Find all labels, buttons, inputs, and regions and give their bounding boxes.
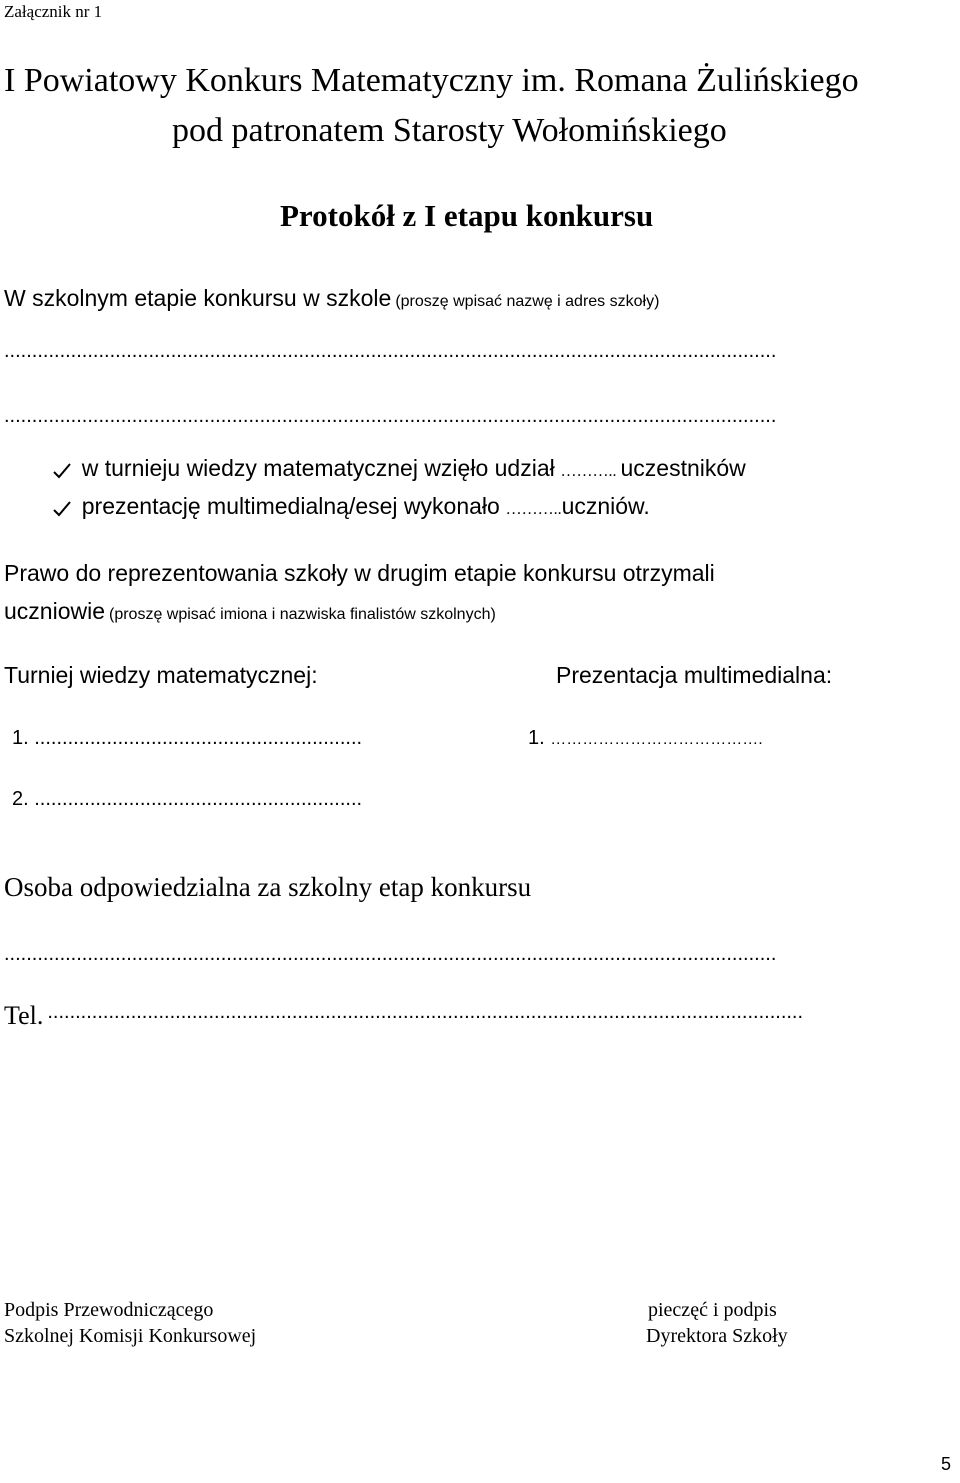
math-finalist-2-num: 2. <box>12 788 29 810</box>
math-finalist-2-field[interactable]: ........................................................... <box>34 788 363 810</box>
school-label-line <box>4 285 659 312</box>
math-finalist-1-field[interactable]: ........................................................... <box>34 727 363 749</box>
attachment-label: Załącznik nr 1 <box>4 2 103 21</box>
page-number: 5 <box>941 1454 952 1474</box>
school-label: W szkolnym etapie konkursu w szkole <box>4 285 392 311</box>
presentations-blank[interactable]: ……….. <box>505 501 562 518</box>
presentation-finalist-1-field[interactable]: …………………………………. <box>550 731 763 748</box>
stats-item-presentations <box>52 493 650 520</box>
signature-director-line2: Dyrektora Szkoły <box>646 1325 788 1347</box>
math-finalist-1-num: 1. <box>12 727 29 749</box>
presentation-header: Prezentacja multimedialna: <box>556 662 833 688</box>
responsible-name-field[interactable]: ........................................................................................................................................... <box>4 943 777 965</box>
participants-label: w turnieju wiedzy matematycznej wzięło udział <box>81 455 555 481</box>
math-finalist-2 <box>12 788 362 811</box>
finalists-intro-line2 <box>4 598 496 625</box>
contest-patronage: pod patronatem Starosty Wołomińskiego <box>172 112 727 149</box>
stats-item-participants <box>52 455 746 482</box>
signature-chair-line1: Podpis Przewodniczącego <box>4 1299 214 1321</box>
school-address-field[interactable]: ........................................................................................................................................... <box>4 405 777 427</box>
presentations-suffix: uczniów. <box>561 493 650 519</box>
participants-blank[interactable]: ……….. <box>560 463 621 480</box>
checkmark-icon <box>52 461 72 481</box>
contest-title: I Powiatowy Konkurs Matematyczny im. Romana Żulińskiego <box>4 62 859 99</box>
protocol-title: Protokół z I etapu konkursu <box>280 198 654 233</box>
math-finalist-1 <box>12 727 362 750</box>
participants-suffix: uczestników <box>620 455 746 481</box>
presentation-finalist-1 <box>528 727 763 750</box>
phone-line <box>4 1001 944 1031</box>
responsible-label: Osoba odpowiedzialna za szkolny etap konkursu <box>4 872 532 902</box>
school-name-field[interactable]: ........................................................................................................................................... <box>4 340 777 362</box>
phone-label: Tel. <box>4 1001 44 1030</box>
finalists-intro: Prawo do reprezentowania szkoły w drugim etapie konkursu otrzymali <box>4 560 715 586</box>
presentations-label: prezentację multimedialną/esej wykonało <box>81 493 500 519</box>
finalists-hint: (proszę wpisać imiona i nazwiska finalistów szkolnych) <box>109 606 496 623</box>
phone-field[interactable]: ........................................................................................................................................ <box>47 1001 804 1023</box>
math-tournament-header: Turniej wiedzy matematycznej: <box>4 662 318 688</box>
checkmark-icon <box>52 499 72 519</box>
signature-director-line1: pieczęć i podpis <box>648 1299 777 1321</box>
signature-chair-line2: Szkolnej Komisji Konkursowej <box>4 1325 257 1347</box>
finalists-intro2: uczniowie <box>4 598 105 624</box>
presentation-finalist-1-num: 1. <box>528 727 545 749</box>
school-hint: (proszę wpisać nazwę i adres szkoły) <box>395 293 660 310</box>
